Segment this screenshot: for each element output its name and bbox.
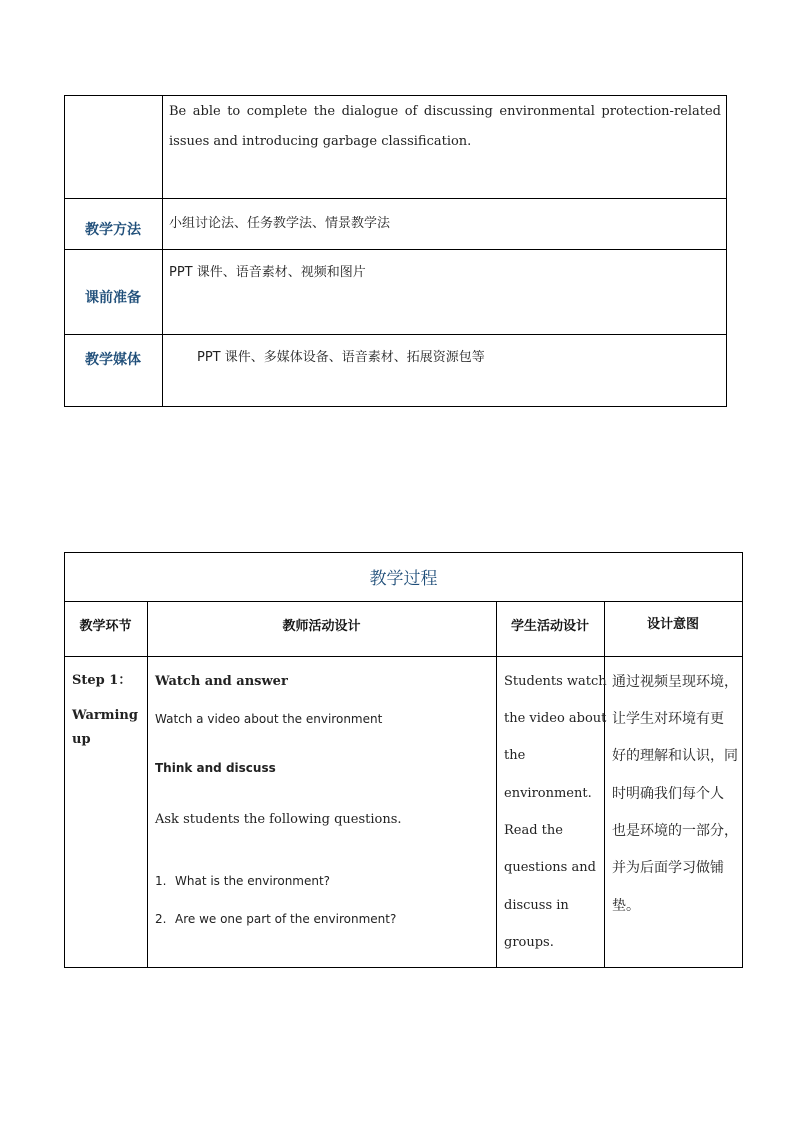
design-intent-line: 并为后面学习做铺 xyxy=(612,860,724,876)
header-design-intent: 设计意图 xyxy=(646,617,699,632)
student-activity-line: environment. xyxy=(504,786,592,801)
table-border xyxy=(64,249,727,250)
step-name: Warming xyxy=(72,708,138,723)
table-border xyxy=(64,334,727,335)
question-1: What is the environment? xyxy=(175,874,331,888)
question-number: 1. xyxy=(155,874,167,888)
design-intent-line: 时明确我们每个人 xyxy=(612,786,724,802)
student-activity-line: Read the xyxy=(504,823,563,838)
table-border xyxy=(64,198,727,199)
step-name-cont: up xyxy=(72,732,91,747)
student-activity-line: the xyxy=(504,748,526,763)
row-content-preparation: PPT 课件、语音素材、视频和图片 xyxy=(169,265,366,280)
process-title: 教学过程 xyxy=(369,569,438,589)
header-teacher-activity: 教师活动设计 xyxy=(282,619,361,634)
header-stage: 教学环节 xyxy=(79,619,132,634)
table-border xyxy=(604,601,605,968)
table-border xyxy=(64,601,743,602)
table-border xyxy=(64,95,65,407)
row-label-method: 教学方法 xyxy=(85,222,141,238)
table-border xyxy=(64,967,743,968)
table-border xyxy=(64,552,743,553)
table-border xyxy=(64,552,65,968)
question-number: 2. xyxy=(155,912,167,926)
teacher-text-ask: Ask students the following questions. xyxy=(155,812,402,827)
student-activity-line: groups. xyxy=(504,935,554,950)
question-2: Are we one part of the environment? xyxy=(175,912,397,926)
table-border xyxy=(496,601,497,968)
row-content-media: PPT 课件、多媒体设备、语音素材、拓展资源包等 xyxy=(197,350,485,365)
table-border xyxy=(742,552,743,968)
student-activity-line: discuss in xyxy=(504,898,569,913)
table-border xyxy=(64,95,727,96)
table-border xyxy=(726,95,727,407)
design-intent-line: 垫。 xyxy=(612,898,640,914)
design-intent-line: 好的理解和认识，同 xyxy=(612,748,738,764)
row-label-preparation: 课前准备 xyxy=(85,290,141,306)
design-intent-line: 也是环境的一部分， xyxy=(612,823,738,839)
student-activity-line: questions and xyxy=(504,860,596,875)
table-border xyxy=(64,656,743,657)
teacher-heading-watch: Watch and answer xyxy=(155,674,288,689)
teacher-heading-think: Think and discuss xyxy=(155,761,276,775)
step-label: Step 1： xyxy=(72,673,132,688)
student-activity-line: the video about xyxy=(504,711,607,726)
objective-text: Be able to complete the dialogue of discussing environmental protection-related issues and introducing garbage classification. xyxy=(169,104,721,149)
row-label-media: 教学媒体 xyxy=(85,352,141,368)
table-border xyxy=(147,601,148,968)
design-intent-line: 通过视频呈现环境， xyxy=(612,674,738,690)
teacher-text-video: Watch a video about the environment xyxy=(155,712,383,726)
design-intent-line: 让学生对环境有更 xyxy=(612,711,724,727)
row-content-method: 小组讨论法、任务教学法、情景教学法 xyxy=(169,216,391,231)
student-activity-line: Students watch xyxy=(504,674,607,689)
table-border xyxy=(162,95,163,407)
header-student-activity: 学生活动设计 xyxy=(510,619,589,634)
table-border xyxy=(64,406,727,407)
